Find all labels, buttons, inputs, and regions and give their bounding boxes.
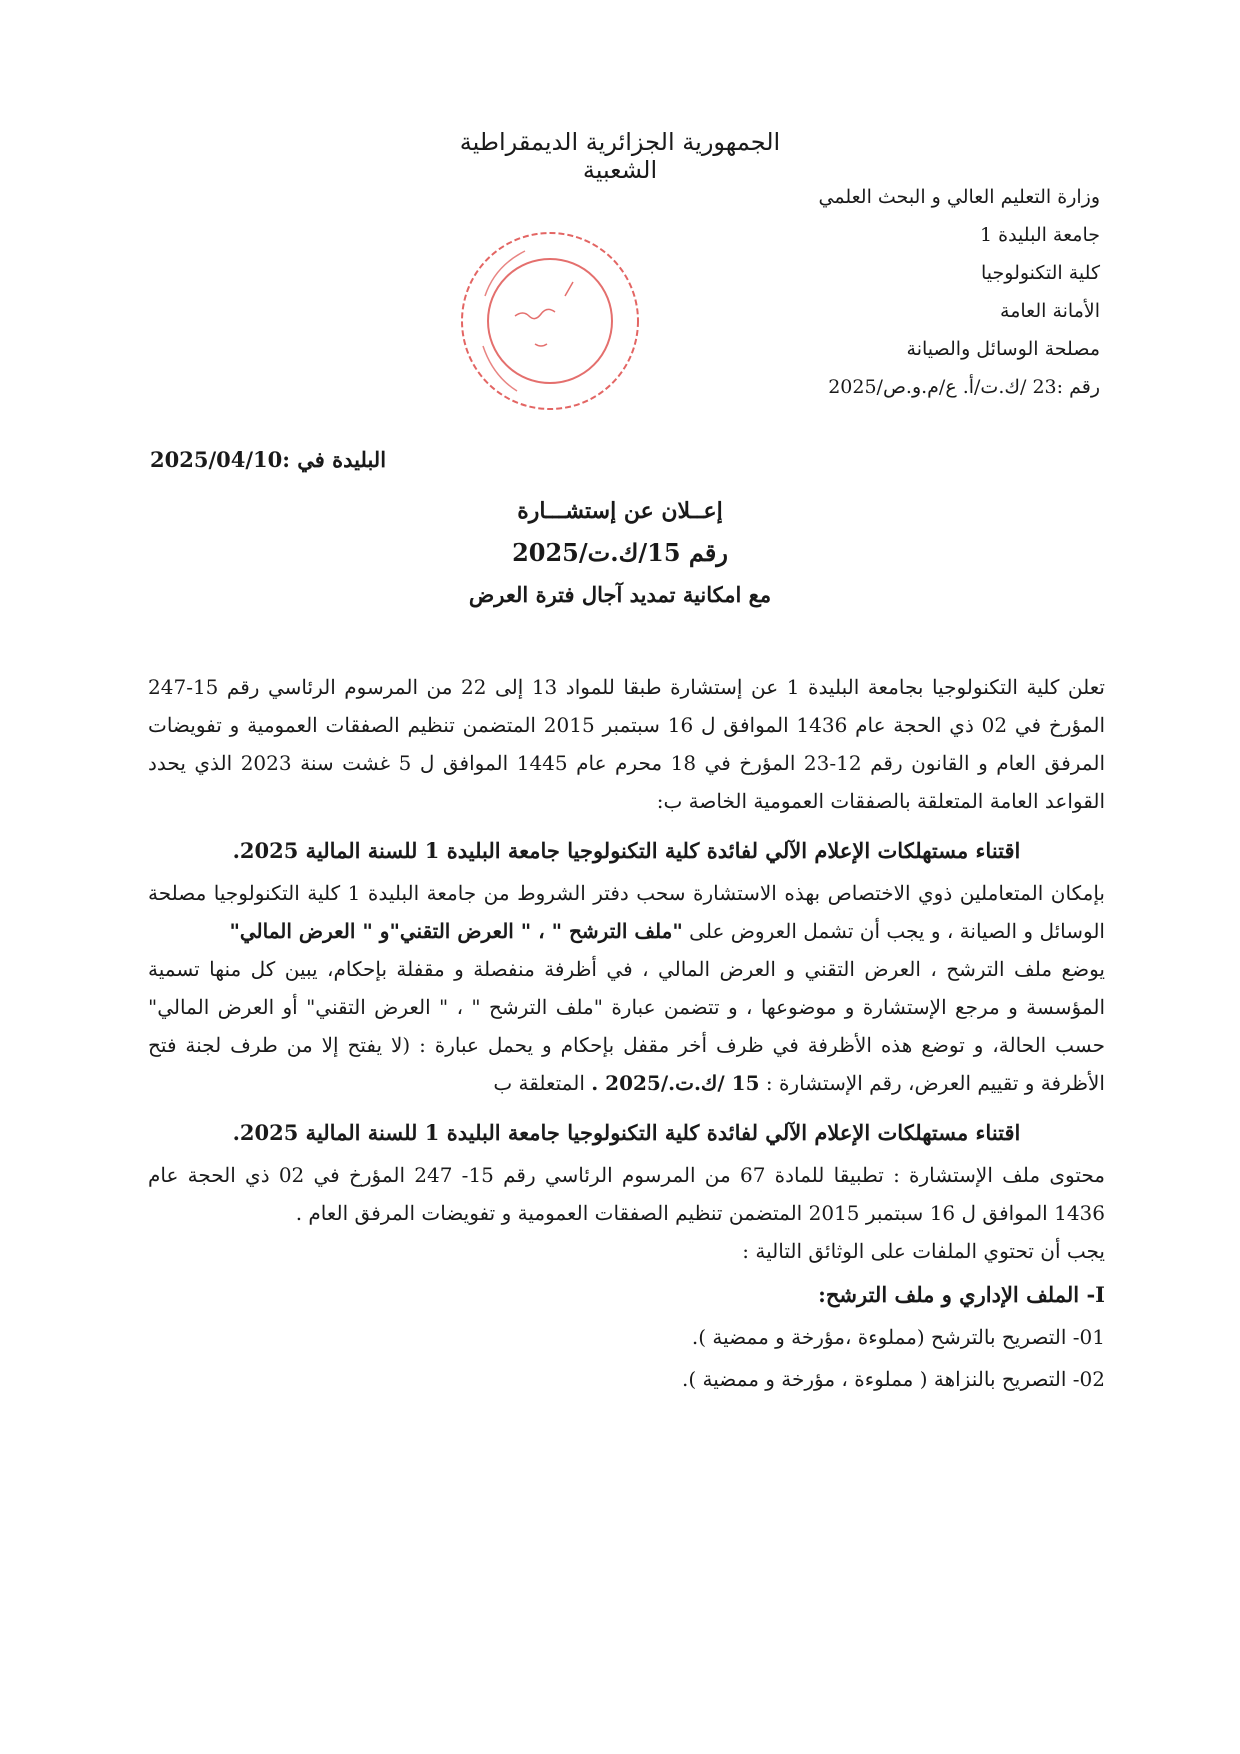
subject-line-1: اقتناء مستهلكات الإعلام الآلي لفائدة كلية التكنولوجيا جامعة البليدة 1 للسنة المالية 2025. [232,838,1021,863]
ministry-line: وزارة التعليم العالي و البحث العلمي [818,186,1100,208]
section-heading-1: I- الملف الإداري و ملف الترشح: [818,1282,1105,1307]
paragraph-5: يجب أن تحتوي الملفات على الوثائق التالية : [742,1239,1105,1263]
consultation-reference: 15 /ك.ت./2025 . [591,1071,760,1095]
paragraph-3-end: المتعلقة ب [493,1071,585,1095]
intro-paragraph: تعلن كلية التكنولوجيا بجامعة البليدة 1 عن إستشارة طبقا للمواد 13 إلى 22 من المرسوم الرئاسي رقم 15-247 المؤرخ في 02 ذي الحجة عام 1436 الموافق ل 16 سبتمبر 2015 المتضمن تنظيم الصفقات العمومية و تفويضات المرفق العام و القانون رقم 12-23 المؤرخ في 18 محرم عام 1445 الموافق ل 5 غشت سنة 2023 الذي يحدد القواعد العامة المتعلقة بالصفقات العمومية الخاصة ب: [148,675,1106,813]
issue-date: البليدة في :2025/04/10 [150,447,387,472]
paragraph-4: محتوى ملف الإستشارة : تطبيقا للمادة 67 من المرسوم الرئاسي رقم 15- 247 المؤرخ في 02 ذي الحجة عام 1436 الموافق ل 16 سبتمبر 2015 المتضمن تنظيم الصفقات العمومية و تفويضات المرفق العام . [148,1163,1105,1225]
paragraph-2-text: بإمكان المتعاملين ذوي الاختصاص بهذه الاستشارة سحب دفتر الشروط من جامعة البليدة 1 كلية التكنولوجيا مصلحة الوسائل و الصيانة ، و يجب أن تشمل العروض على [148,881,1105,943]
reference-number: رقم :23 /ك.ت/أ. ع/م.و.ص/2025 [828,376,1100,398]
secretariat-line: الأمانة العامة [1000,300,1100,322]
issuer-header [740,178,1100,406]
service-line: مصلحة الوسائل والصيانة [906,338,1100,360]
list-item: 02- التصريح بالنزاهة ( مملوءة ، مؤرخة و ممضية ). [682,1367,1105,1391]
announcement-title [420,490,820,616]
document-body [148,668,1105,1398]
paragraph-2 [148,874,1105,950]
title-line-3: مع امكانية تمديد آجال فترة العرض [468,582,772,607]
paragraph-3 [148,950,1105,1102]
university-line: جامعة البليدة 1 [980,224,1100,246]
list-item: 01- التصريح بالترشح (مملوءة ،مؤرخة و ممضية ). [691,1325,1105,1349]
paragraph-3-text: يوضع ملف الترشح ، العرض التقني و العرض المالي ، في أظرفة منفصلة و مقفلة بإحكام، يبين كل منها تسمية المؤسسة و مرجع الإستشارة و موضوعها ، و تتضمن عبارة "ملف الترشح " ، " العرض التقني" أو العرض المالي" حسب الحالة، و توضع هذه الأظرفة في ظرف أخر مقفل بإحكام و يحمل عبارة : (لا يفتح إلا من طرف لجنة فتح الأظرفة و تقييم العرض، رقم الإستشارة : [148,957,1106,1095]
stamp-seal-icon [455,226,645,416]
official-stamp [455,226,645,416]
republic-heading: الجمهورية الجزائرية الديمقراطية الشعبية [459,128,781,184]
title-line-1: إعــلان عن إستشـــارة [517,498,723,524]
title-line-2: رقم 15/ك.ت/2025 [512,538,728,567]
subject-line-2: اقتناء مستهلكات الإعلام الآلي لفائدة كلية التكنولوجيا جامعة البليدة 1 للسنة المالية 2025. [232,1120,1021,1145]
faculty-line: كلية التكنولوجيا [980,262,1100,284]
paragraph-2-bold: "ملف الترشح " ، " العرض التقني"و " العرض المالي" [229,919,683,943]
